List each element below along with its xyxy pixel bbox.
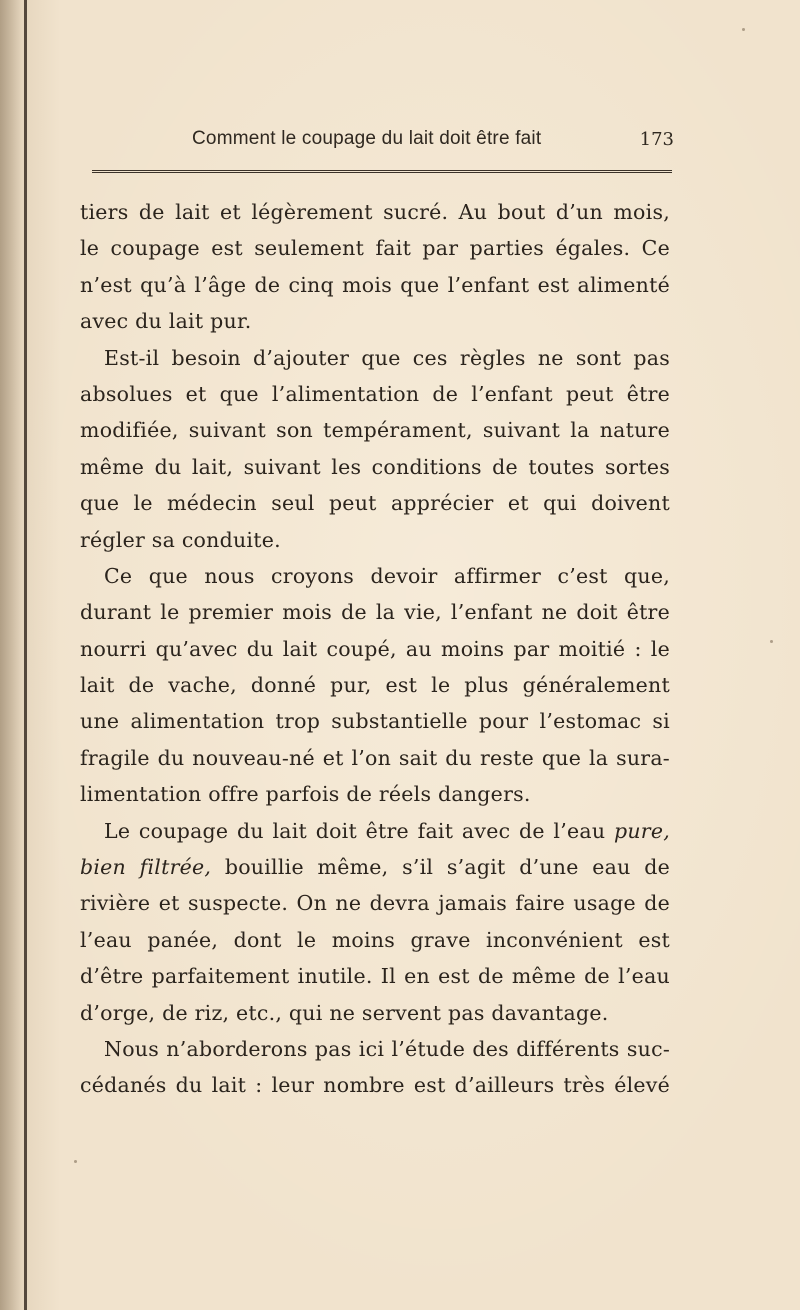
text-line: l’eau panée, dont le moins grave inconvénient est xyxy=(80,927,670,952)
text-line: fragile du nouveau-né et l’on sait du reste que la sura- xyxy=(80,745,670,770)
text-line: limentation offre parfois de réels dangers. xyxy=(80,782,531,807)
text-run: bouillie même, s’il s’agit d’une eau de xyxy=(211,855,670,880)
text-line: lait de vache, donné pur, est le plus généralement xyxy=(80,673,670,698)
text-line: modifiée, suivant son tempérament, suivant la nature xyxy=(80,418,670,443)
paper-speck xyxy=(74,1160,77,1163)
text-line: que le médecin seul peut apprécier et qui doivent xyxy=(80,491,670,516)
text-run: Le coupage du lait doit être fait avec de l’eau xyxy=(104,818,614,843)
text-line: avec du lait pur. xyxy=(80,309,252,334)
text-line: cédanés du lait : leur nombre est d’ailleurs très élevé xyxy=(80,1073,670,1098)
text-line: Nous n’aborderons pas ici l’étude des différents suc- xyxy=(104,1036,670,1061)
page-binding-shadow xyxy=(0,0,22,1310)
page-binding-edge xyxy=(24,0,27,1310)
text-line: absolues et que l’alimentation de l’enfant peut être xyxy=(80,381,670,406)
text-line: Ce que nous croyons devoir affirmer c’est que, xyxy=(104,563,670,588)
text-line: même du lait, suivant les conditions de toutes sortes xyxy=(80,454,670,479)
text-line: n’est qu’à l’âge de cinq mois que l’enfant est alimenté xyxy=(80,272,670,297)
page-number: 173 xyxy=(639,129,674,150)
italic-run: bien filtrée, xyxy=(80,855,212,880)
text-line: régler sa conduite. xyxy=(80,527,281,552)
text-line: une alimentation trop substantielle pour l’estomac si xyxy=(80,709,670,734)
text-line: tiers de lait et légèrement sucré. Au bout d’un mois, xyxy=(80,200,670,224)
text-line: le coupage est seulement fait par parties égales. Ce xyxy=(80,236,670,261)
italic-run: pure, xyxy=(613,818,670,843)
text-line: d’orge, de riz, etc., qui ne servent pas davantage. xyxy=(80,1000,609,1025)
paper-speck xyxy=(742,28,745,31)
text-line xyxy=(80,813,670,849)
text-line: d’être parfaitement inutile. Il en est de même de l’eau xyxy=(80,964,670,989)
body-text xyxy=(80,194,670,1104)
running-title: Comment le coupage du lait doit être fait xyxy=(192,128,542,149)
header-rule xyxy=(92,170,672,173)
page-header xyxy=(80,124,674,160)
text-line xyxy=(80,849,670,885)
paper-speck xyxy=(770,640,773,643)
text-line: rivière et suspecte. On ne devra jamais faire usage de xyxy=(80,891,670,916)
text-line: durant le premier mois de la vie, l’enfant ne doit être xyxy=(80,600,670,625)
text-line: Est-il besoin d’ajouter que ces règles ne sont pas xyxy=(104,345,670,370)
text-line: nourri qu’avec du lait coupé, au moins par moitié : le xyxy=(80,636,670,661)
